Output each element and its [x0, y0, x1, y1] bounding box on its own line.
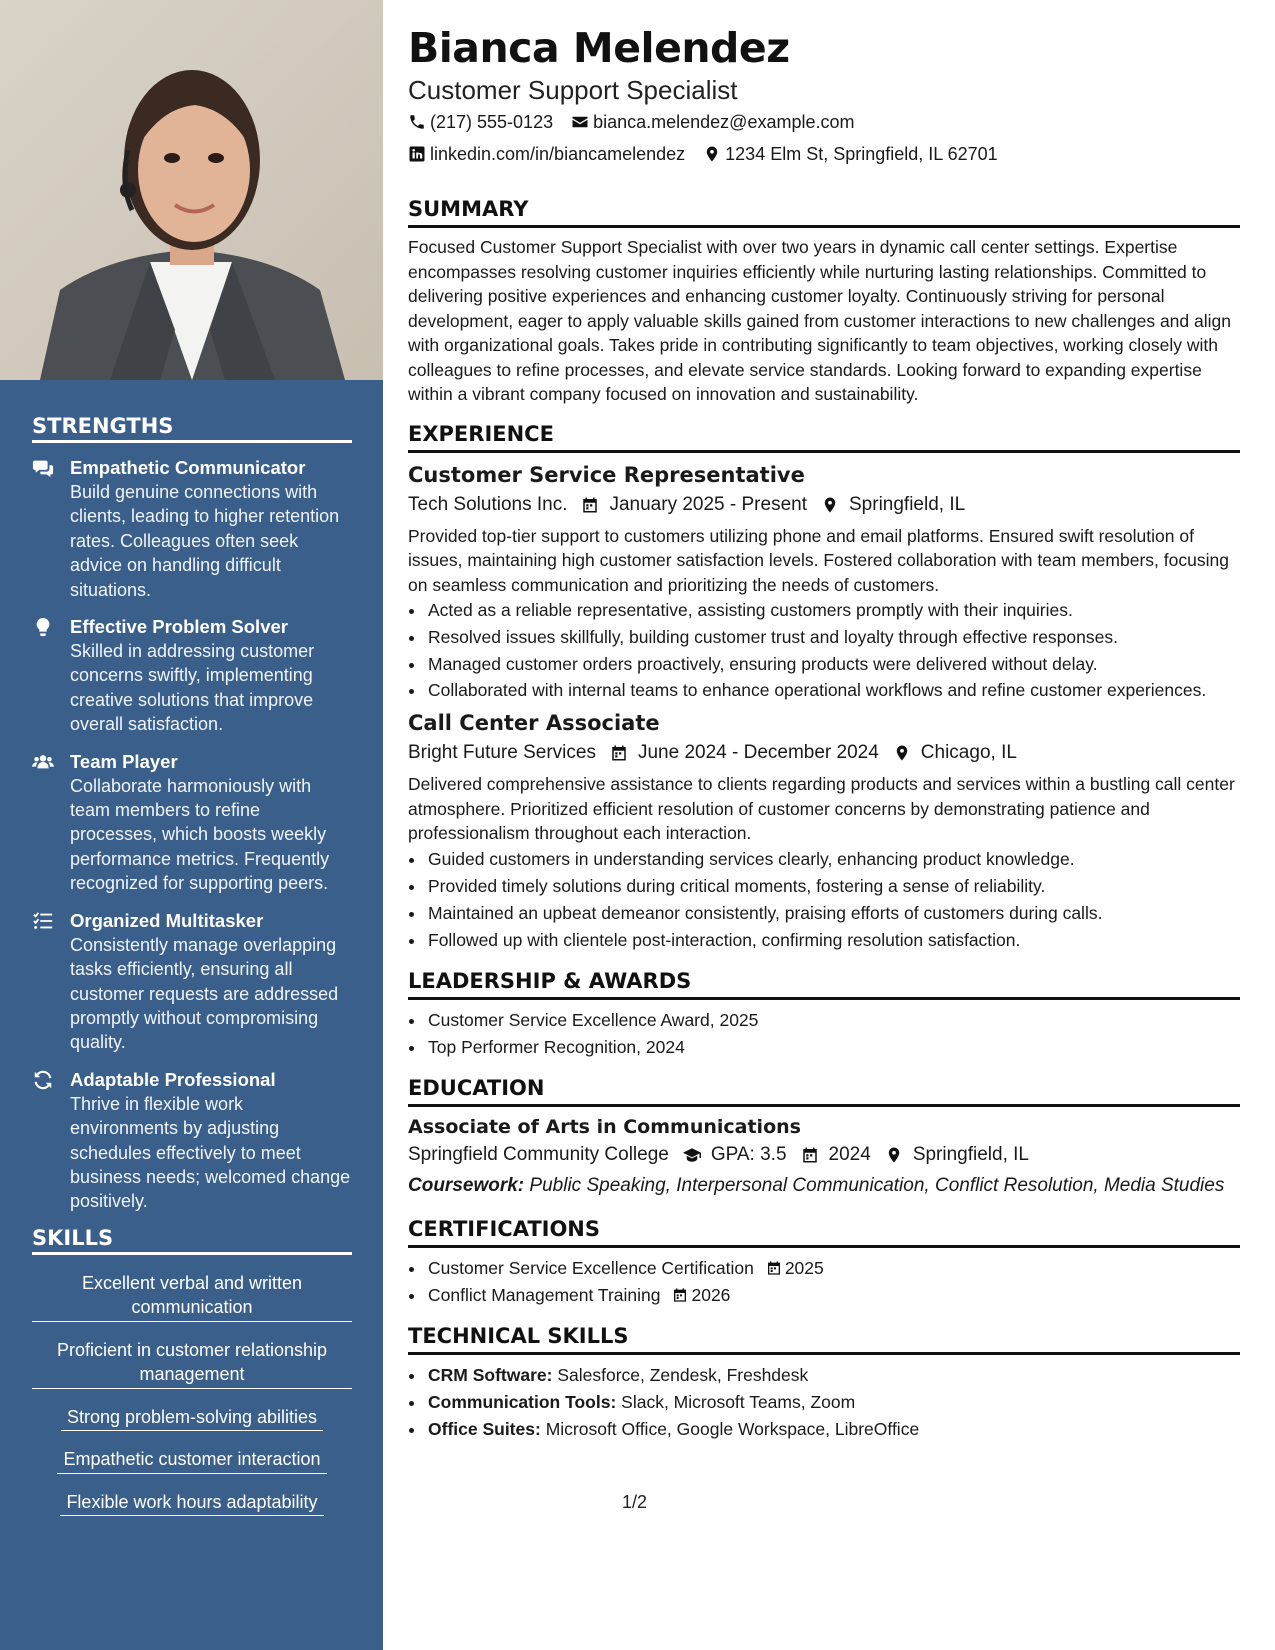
strength-item — [32, 1067, 352, 1214]
list-item: • Acted as a reliable representative, assisting customers promptly with their inquiries. — [426, 597, 1240, 624]
technical-skills-heading: TECHNICAL SKILLS — [408, 1323, 1240, 1355]
phone-link[interactable]: (217) 555-0123 — [430, 112, 554, 132]
strength-desc: Collaborate harmoniously with team members to refine processes, which boosts weekly performance metrics. Frequently recognized for supporting peers. — [70, 775, 330, 894]
page-number: 1/2 — [622, 1492, 648, 1512]
tech-label: CRM Software: — [428, 1364, 553, 1385]
school-name: Springfield Community College — [408, 1143, 669, 1165]
tech-value: Microsoft Office, Google Workspace, LibreOffice — [545, 1418, 920, 1439]
education-heading: EDUCATION — [408, 1075, 1240, 1107]
comments-icon — [32, 455, 70, 602]
list-item: • Followed up with clientele post-interaction, confirming resolution satisfaction. — [426, 927, 1240, 954]
strength-item — [32, 455, 352, 602]
calendar-icon — [766, 1260, 782, 1276]
list-item: • Maintained an upbeat demeanor consistently, praising efforts of customers during calls. — [426, 900, 1240, 927]
grad-year: 2024 — [828, 1143, 871, 1165]
coursework-list: Public Speaking, Interpersonal Communication, Conflict Resolution, Media Studies — [529, 1174, 1225, 1196]
coursework-label: Coursework: — [408, 1174, 525, 1196]
experience-heading: EXPERIENCE — [408, 421, 1240, 453]
list-item: • Top Performer Recognition, 2024 — [426, 1034, 1240, 1061]
email-link[interactable]: bianca.melendez@example.com — [593, 112, 855, 132]
cert-year: 2026 — [691, 1284, 731, 1305]
list-item: • Provided timely solutions during critical moments, fostering a sense of reliability. — [426, 873, 1240, 900]
job-location: Chicago, IL — [920, 742, 1017, 763]
strength-desc: Build genuine connections with clients, leading to higher retention rates. Colleagues often seek advice on handling difficult situations. — [70, 482, 340, 600]
address-text: 1234 Elm St, Springfield, IL 62701 — [725, 144, 998, 164]
skills-heading: SKILLS — [32, 1226, 352, 1255]
list-item: • Resolved issues skillfully, building customer trust and loyalty through effective responses. — [426, 624, 1240, 651]
strength-item — [32, 749, 352, 896]
sync-icon — [32, 1067, 70, 1214]
job-entry — [408, 708, 1240, 954]
strength-title: Organized Multitasker — [70, 909, 264, 931]
job-description: Delivered comprehensive assistance to clients regarding products and services within a bustling call center atmosphere. Prioritized efficient resolution of customer concerns by demonstrating patience and professionalism throughout each interaction. — [408, 774, 1235, 843]
tasks-icon — [32, 908, 70, 1055]
list-item — [426, 1416, 1240, 1443]
tech-value: Slack, Microsoft Teams, Zoom — [621, 1391, 856, 1412]
job-position: Call Center Associate — [408, 711, 660, 735]
list-item — [426, 1362, 1240, 1389]
linkedin-icon — [408, 145, 426, 163]
map-marker-icon — [885, 1146, 903, 1164]
sidebar — [0, 0, 383, 1650]
contact-line — [408, 106, 1240, 138]
graduation-cap-icon — [683, 1146, 701, 1164]
list-item: • Managed customer orders proactively, ensuring products were delivered without delay. — [426, 651, 1240, 678]
list-item: • Collaborated with internal teams to enhance operational workflows and refine customer experiences. — [426, 678, 1240, 702]
strength-desc: Skilled in addressing customer concerns swiftly, implementing creative solutions that improve overall satisfaction. — [70, 641, 315, 735]
degree: Associate of Arts in Communications — [408, 1115, 801, 1138]
tech-value: Salesforce, Zendesk, Freshdesk — [557, 1364, 809, 1385]
strength-item — [32, 614, 352, 737]
map-marker-icon — [703, 145, 721, 163]
calendar-icon — [801, 1146, 819, 1164]
job-location: Springfield, IL — [849, 493, 966, 515]
job-dates: June 2024 - December 2024 — [637, 742, 879, 763]
skill-item: Excellent verbal and written communication — [32, 1271, 352, 1322]
job-entry — [408, 460, 1240, 703]
strength-title: Adaptable Professional — [70, 1068, 276, 1090]
strengths-heading: STRENGTHS — [32, 414, 352, 443]
strength-title: Empathetic Communicator — [70, 457, 306, 478]
strength-title: Effective Problem Solver — [70, 616, 288, 638]
tech-label: Office Suites: — [428, 1418, 541, 1439]
strength-title: Team Player — [70, 750, 178, 772]
list-item — [426, 1255, 1240, 1282]
skill-item: Proficient in customer relationship management — [32, 1338, 352, 1389]
profile-photo — [0, 0, 383, 380]
list-item — [426, 1389, 1240, 1416]
certifications-heading: CERTIFICATIONS — [408, 1216, 1240, 1248]
cert-name: • Conflict Management Training — [428, 1284, 661, 1305]
awards-heading: LEADERSHIP & AWARDS — [408, 968, 1240, 1000]
phone-icon — [408, 113, 426, 131]
job-title: Customer Support Specialist — [408, 75, 738, 105]
job-description: Provided top-tier support to customers utilizing phone and email platforms. Ensured swift resolution of issues, maintaining high customer satisfaction levels. Fostered collaboration with team members, focusing on seamless communication and prioritizing the needs of customers. — [408, 525, 1229, 595]
list-item — [426, 1282, 1240, 1309]
list-item: • Customer Service Excellence Award, 2025 — [426, 1007, 1240, 1034]
summary-heading: SUMMARY — [408, 196, 1240, 228]
skill-item: Empathetic customer interaction — [57, 1447, 326, 1474]
company-name: Tech Solutions Inc. — [408, 493, 568, 515]
school-location: Springfield, IL — [912, 1143, 1029, 1165]
map-marker-icon — [821, 496, 839, 514]
contact-line — [408, 138, 1240, 170]
calendar-icon — [581, 496, 599, 514]
calendar-icon — [672, 1287, 688, 1303]
strength-desc: Thrive in flexible work environments by adjusting schedules effectively to meet business needs; welcomed change positively. — [70, 1093, 351, 1212]
tech-label: Communication Tools: — [428, 1391, 617, 1412]
company-name: Bright Future Services — [408, 742, 596, 763]
linkedin-link[interactable]: linkedin.com/in/biancamelendez — [430, 144, 686, 164]
users-icon — [32, 749, 70, 896]
summary-text: Focused Customer Support Specialist with over two years in dynamic call center settings. Expertise encompasses resolving customer inquiries efficiently while nurturing lasting relationships. Committed to delivering positive experiences and enhancing customer loyalty. Continuously striving for personal development, eager to apply valuable skills gained from customer interactions to new challenges and align with organizational goals. Takes pride in contributing significantly to team objectives, working closely with colleagues to refine processes, and elevate service standards. Looking forward to expanding expertise within a vibrant company focused on innovation and sustainability. — [408, 237, 1231, 404]
strength-item — [32, 908, 352, 1055]
cert-name: • Customer Service Excellence Certification — [428, 1257, 754, 1278]
job-position: Customer Service Representative — [408, 462, 805, 487]
skill-item: Strong problem-solving abilities — [61, 1405, 323, 1432]
calendar-icon — [610, 744, 628, 762]
gpa: GPA: 3.5 — [710, 1143, 787, 1165]
lightbulb-icon — [32, 614, 70, 737]
job-dates: January 2025 - Present — [609, 493, 807, 515]
candidate-name: Bianca Melendez — [408, 24, 790, 72]
map-marker-icon — [893, 744, 911, 762]
skill-item: Flexible work hours adaptability — [60, 1490, 323, 1517]
coursework — [408, 1174, 1240, 1198]
main-content — [408, 22, 1240, 1443]
list-item: • Guided customers in understanding services clearly, enhancing product knowledge. — [426, 846, 1240, 873]
cert-year: 2025 — [784, 1257, 824, 1278]
strength-desc: Consistently manage overlapping tasks efficiently, ensuring all customer requests are addressed promptly without compromising quality. — [70, 934, 339, 1053]
envelope-icon — [571, 113, 589, 131]
